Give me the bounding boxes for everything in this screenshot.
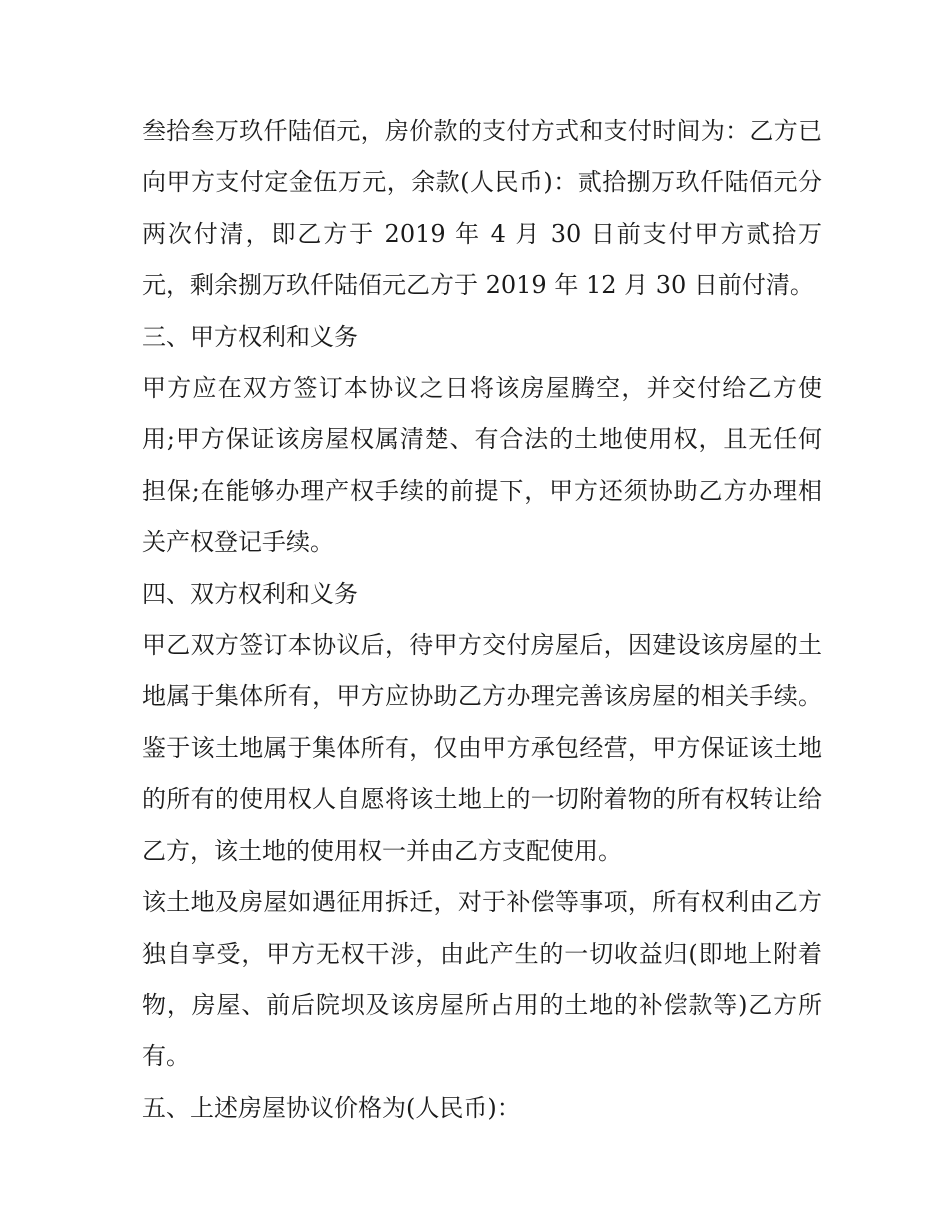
paragraph-mutual-obligations: 甲乙双方签订本协议后，待甲方交付房屋后，因建设该房屋的土地属于集体所有，甲方应协助乙方办理完善该房屋的相关手续。鉴于该土地属于集体所有，仅由甲方承包经营，甲方保证该土地的所有的使用权人自愿将该土地上的一切附着物的所有权转让给乙方，该土地的使用权一并由乙方支配使用。 xyxy=(142,631,822,865)
paragraph-party-a-obligations: 甲方应在双方签订本协议之日将该房屋腾空，并交付给乙方使用;甲方保证该房屋权属清楚、有合法的土地使用权，且无任何担保;在能够办理产权手续的前提下，甲方还须协助乙方办理相关产权登记手续。 xyxy=(142,374,822,557)
document-page xyxy=(142,106,822,1134)
section-heading-agreed-price: 五、上述房屋协议价格为(人民币)： xyxy=(142,1093,521,1122)
section-heading-party-a-rights: 三、甲方权利和义务 xyxy=(142,322,358,351)
paragraph-expropriation: 该土地及房屋如遇征用拆迁，对于补偿等事项，所有权利由乙方独自享受，甲方无权干涉，由此产生的一切收益归(即地上附着物，房屋、前后院坝及该房屋所占用的土地的补偿款等)乙方所有。 xyxy=(142,888,822,1071)
section-heading-mutual-rights: 四、双方权利和义务 xyxy=(142,579,358,608)
paragraph-payment-terms: 叁拾叁万玖仟陆佰元，房价款的支付方式和支付时间为：乙方已向甲方支付定金伍万元，余款(人民币)：贰拾捌万玖仟陆佰元分两次付清，即乙方于 2019 年 4 月 30 日前支付甲方贰拾万元，剩余捌万玖仟陆佰元乙方于 2019 年 12 月 30 日前付清。 xyxy=(142,117,822,300)
